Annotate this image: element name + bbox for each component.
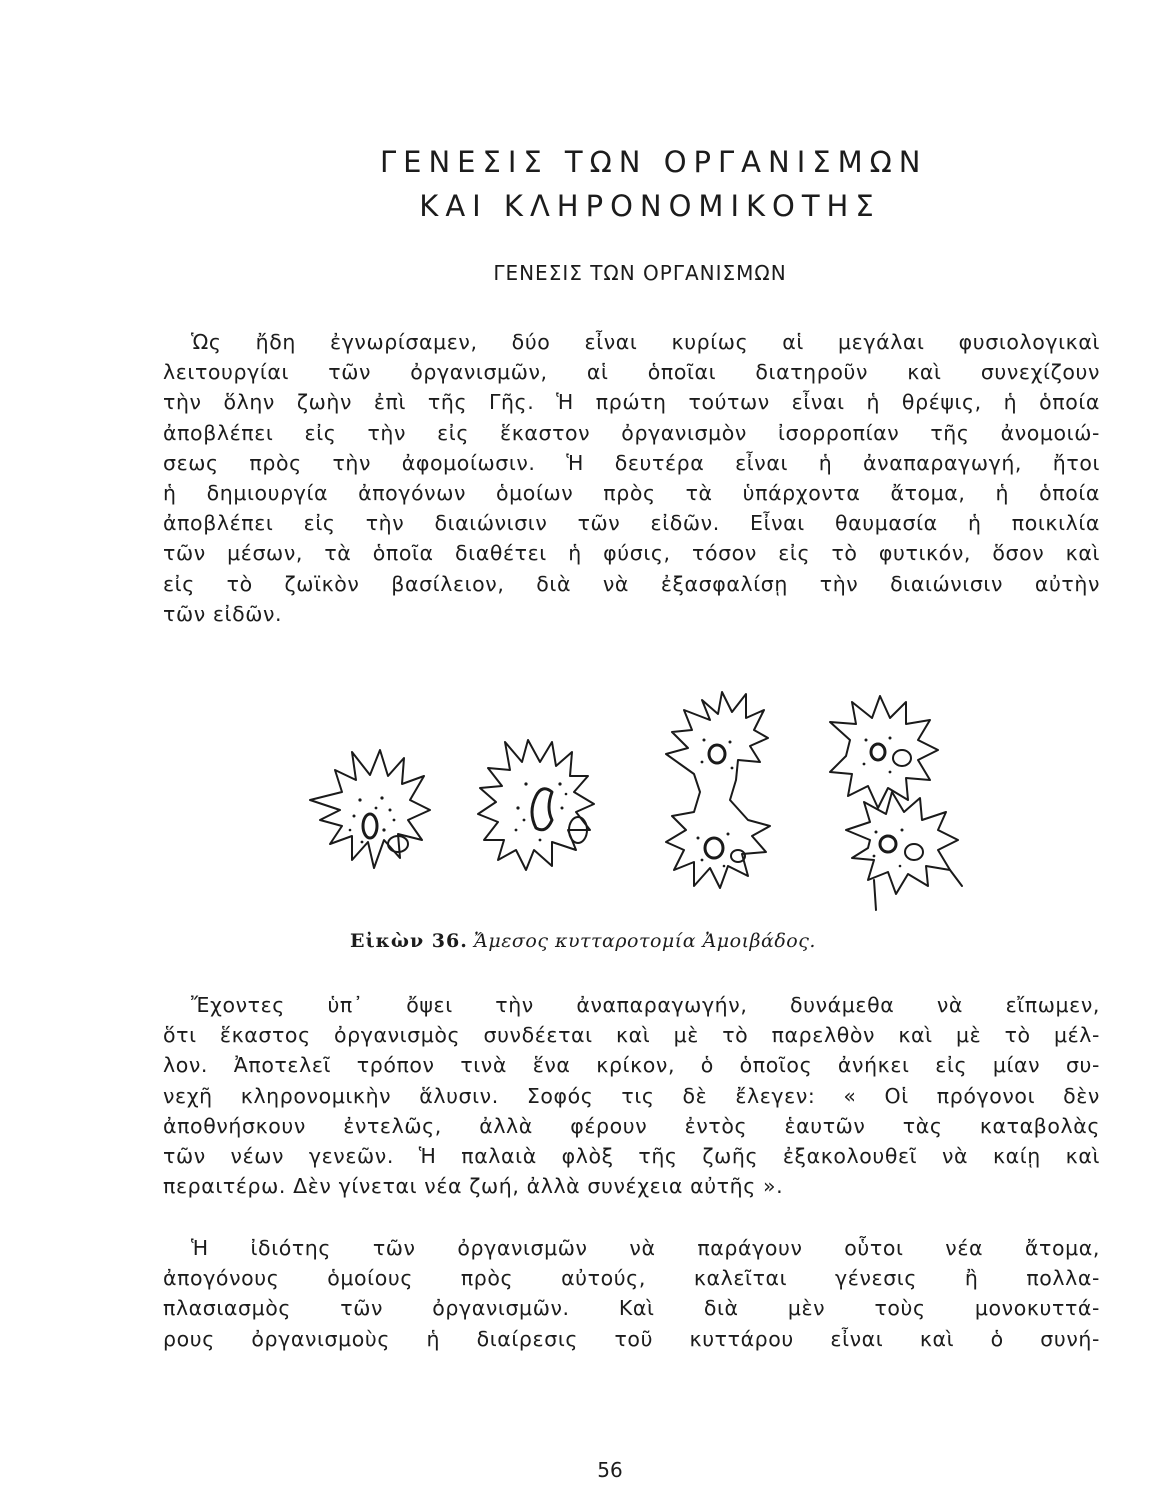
- paragraph-line: τῶν εἰδῶν.: [163, 601, 283, 626]
- section-title: ΓΕΝΕΣΙΣ ΤΩΝ ΟΡΓΑΝΙΣΜΩΝ: [493, 261, 787, 285]
- paragraph-line: ἀποθνήσκουν ἐντελῶς, ἀλλὰ φέρουν ἐντὸς ἑαυτῶν τὰς καταβολὰς: [163, 1113, 1100, 1138]
- paragraph-line: τὴν ὅλην ζωὴν ἐπὶ τῆς Γῆς. Ἡ πρώτη τούτων εἶναι ἡ θρέψις, ἡ ὁποία: [163, 390, 1100, 415]
- paragraph-line: Ὡς ἤδη ἐγνωρίσαμεν, δύο εἶναι κυρίως αἱ μεγάλαι φυσιολογικαὶ: [191, 330, 1100, 354]
- amoeba-daughter-top: [830, 696, 938, 808]
- page-number: 56: [597, 1458, 623, 1482]
- chapter-title-line-1: ΓΕΝΕΣΙΣ ΤΩΝ ΟΡΓΑΝΙΣΜΩΝ: [380, 145, 928, 179]
- paragraph-line: πλασιασμὸς τῶν ὀργανισμῶν. Καὶ διὰ μὲν τοὺς μονοκυττά-: [163, 1296, 1100, 1321]
- paragraph-3: [163, 1233, 1100, 1354]
- chapter-title: [380, 140, 928, 228]
- paragraph-line: τῶν μέσων, τὰ ὁποῖα διαθέτει ἡ φύσις, τόσον εἰς τὸ φυτικόν, ὅσον καὶ: [163, 541, 1100, 566]
- chapter-title-line-2: ΚΑΙ ΚΛΗΡΟΝΟΜΙΚΟΤΗΣ: [419, 189, 881, 223]
- amoeba-nucleus-dividing: [478, 740, 594, 870]
- paragraph-line: τῶν νέων γενεῶν. Ἡ παλαιὰ φλὸξ τῆς ζωῆς ἐξακολουθεῖ νὰ καίῃ καὶ: [163, 1144, 1100, 1169]
- paragraph-line: ἡ δημιουργία ἀπογόνων ὁμοίων πρὸς τὰ ὑπάρχοντα ἄτομα, ἡ ὁποία: [163, 481, 1100, 506]
- paragraph-line: εἰς τὸ ζωϊκὸν βασίλειον, διὰ νὰ ἐξασφαλίσῃ τὴν διαιώνισιν αὐτὴν: [163, 571, 1100, 596]
- cytoplasm-granules: [349, 737, 904, 868]
- paragraph-line: Ἔχοντες ὑπ᾽ ὄψει τὴν ἀναπαραγωγήν, δυνάμεθα νὰ εἴπωμεν,: [191, 993, 1100, 1017]
- amoeba-single-1: [310, 750, 430, 868]
- figure-caption-text: Ἄμεσος κυτταροτομία Ἀμοιβάδος.: [473, 930, 816, 952]
- paragraph-line: ἀποβλέπει εἰς τὴν εἰς ἕκαστον ὀργανισμὸν ἰσορροπίαν τῆς ἀνομοιώ-: [163, 420, 1100, 445]
- paragraph-line: λειτουργίαι τῶν ὀργανισμῶν, αἱ ὁποῖαι διατηροῦν καὶ συνεχίζουν: [163, 360, 1100, 385]
- figure-caption: [350, 930, 950, 952]
- amoeba-division-figure: [290, 680, 1090, 920]
- amoeba-illustration: [290, 680, 1090, 920]
- paragraph-line: σεως πρὸς τὴν ἀφομοίωσιν. Ἡ δευτέρα εἶναι ἡ ἀναπαραγωγή, ἤτοι: [163, 450, 1100, 475]
- paragraph-2: [163, 990, 1100, 1201]
- paragraph-line: ὅτι ἕκαστος ὀργανισμὸς συνδέεται καὶ μὲ τὸ παρελθὸν καὶ μὲ τὸ μέλ-: [163, 1023, 1100, 1048]
- paragraph-line: Ἡ ἰδιότης τῶν ὀργανισμῶν νὰ παράγουν οὗτοι νέα ἄτομα,: [191, 1236, 1100, 1260]
- paragraph-line: ἀπογόνους ὁμοίους πρὸς αὐτούς, καλεῖται γένεσις ἢ πολλα-: [163, 1266, 1100, 1291]
- paragraph-line: λον. Ἀποτελεῖ τρόπον τινὰ ἕνα κρίκον, ὁ ὁποῖος ἀνήκει εἰς μίαν συ-: [163, 1053, 1100, 1078]
- paragraph-line: ρους ὀργανισμοὺς ἡ διαίρεσις τοῦ κυττάρου εἶναι καὶ ὁ συνή-: [163, 1326, 1100, 1351]
- figure-label: Εἰκὼν 36.: [350, 930, 468, 952]
- paragraph-line: περαιτέρω. Δὲν γίνεται νέα ζωή, ἀλλὰ συνέχεια αὐτῆς ».: [163, 1174, 784, 1199]
- paragraph-1: [163, 327, 1100, 629]
- amoeba-daughter-bottom: [846, 792, 962, 910]
- paragraph-line: ἀποβλέπει εἰς τὴν διαιώνισιν τῶν εἰδῶν. Εἶναι θαυμασία ἡ ποικιλία: [163, 511, 1100, 536]
- amoeba-cell-division: [666, 692, 770, 888]
- paragraph-line: νεχῆ κληρονομικὴν ἅλυσιν. Σοφός τις δὲ ἔλεγεν: « Οἱ πρόγονοι δὲν: [163, 1083, 1100, 1108]
